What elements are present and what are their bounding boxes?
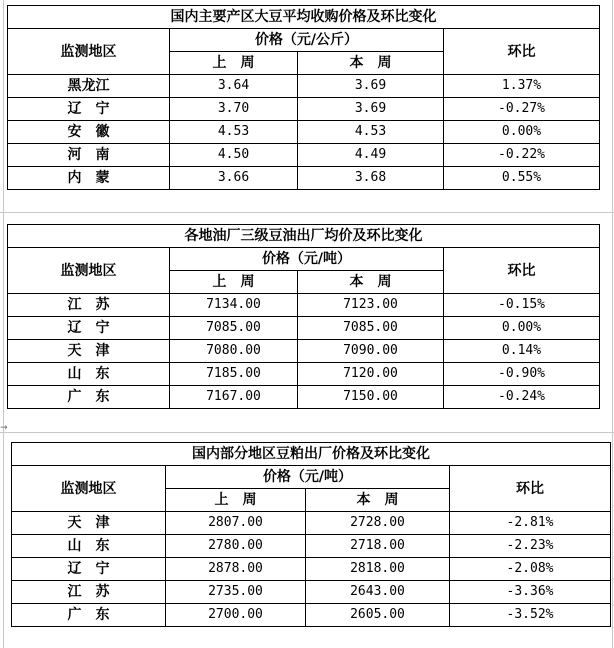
table-row xyxy=(8,121,600,144)
table-row xyxy=(8,386,600,409)
change-cell: 0.55% xyxy=(444,167,600,190)
region-cell: 天 津 xyxy=(8,340,170,363)
region-cell: 河 南 xyxy=(8,144,170,167)
last-week-cell: 2780.00 xyxy=(166,535,306,558)
region-cell: 辽 宁 xyxy=(12,558,166,581)
region-header: 监测地区 xyxy=(8,248,170,294)
last-week-cell: 3.64 xyxy=(170,75,298,98)
change-cell: -2.23% xyxy=(450,535,611,558)
soybean-price-table xyxy=(7,5,600,190)
table-row xyxy=(8,167,600,190)
this-week-cell: 7120.00 xyxy=(298,363,444,386)
this-week-cell: 2643.00 xyxy=(306,581,450,604)
page-gridline xyxy=(612,0,613,648)
change-cell: 0.00% xyxy=(444,317,600,340)
region-header: 监测地区 xyxy=(12,466,166,512)
region-cell: 内 蒙 xyxy=(8,167,170,190)
table-row xyxy=(8,75,600,98)
change-cell: -3.36% xyxy=(450,581,611,604)
last-week-cell: 7185.00 xyxy=(170,363,298,386)
table-row xyxy=(8,363,600,386)
last-week-header: 上 周 xyxy=(166,489,306,512)
change-cell: -3.52% xyxy=(450,604,611,627)
this-week-header: 本 周 xyxy=(306,489,450,512)
region-cell: 江 苏 xyxy=(12,581,166,604)
arrow-right-icon: → xyxy=(0,423,8,433)
this-week-cell: 7150.00 xyxy=(298,386,444,409)
table-row xyxy=(8,98,600,121)
region-cell: 辽 宁 xyxy=(8,98,170,121)
this-week-header: 本 周 xyxy=(298,271,444,294)
this-week-cell: 7123.00 xyxy=(298,294,444,317)
soybean-oil-price-table xyxy=(7,224,600,409)
region-cell: 广 东 xyxy=(12,604,166,627)
table-row xyxy=(8,144,600,167)
page-gridline xyxy=(0,432,614,433)
last-week-cell: 3.66 xyxy=(170,167,298,190)
region-cell: 辽 宁 xyxy=(8,317,170,340)
change-cell: -0.22% xyxy=(444,144,600,167)
region-cell: 天 津 xyxy=(12,512,166,535)
table-title: 国内部分地区豆粕出厂价格及环比变化 xyxy=(12,443,611,466)
price-header: 价格（元/吨） xyxy=(170,248,444,271)
region-cell: 江 苏 xyxy=(8,294,170,317)
this-week-cell: 7085.00 xyxy=(298,317,444,340)
region-cell: 广 东 xyxy=(8,386,170,409)
this-week-cell: 4.53 xyxy=(298,121,444,144)
price-header: 价格（元/公斤） xyxy=(170,29,444,52)
table-title: 国内主要产区大豆平均收购价格及环比变化 xyxy=(8,6,600,29)
change-cell: -0.15% xyxy=(444,294,600,317)
change-cell: -2.81% xyxy=(450,512,611,535)
last-week-cell: 2735.00 xyxy=(166,581,306,604)
region-cell: 黑龙江 xyxy=(8,75,170,98)
last-week-cell: 7085.00 xyxy=(170,317,298,340)
this-week-cell: 2818.00 xyxy=(306,558,450,581)
change-header: 环比 xyxy=(444,248,600,294)
change-cell: -2.08% xyxy=(450,558,611,581)
this-week-header: 本 周 xyxy=(298,52,444,75)
this-week-cell: 2728.00 xyxy=(306,512,450,535)
region-header: 监测地区 xyxy=(8,29,170,75)
change-header: 环比 xyxy=(444,29,600,75)
table-row xyxy=(8,317,600,340)
this-week-cell: 3.68 xyxy=(298,167,444,190)
table-row xyxy=(12,558,611,581)
change-cell: 0.00% xyxy=(444,121,600,144)
this-week-cell: 3.69 xyxy=(298,98,444,121)
region-cell: 安 徽 xyxy=(8,121,170,144)
table-row xyxy=(12,512,611,535)
change-cell: -0.24% xyxy=(444,386,600,409)
table-row xyxy=(12,535,611,558)
change-cell: -0.90% xyxy=(444,363,600,386)
this-week-cell: 3.69 xyxy=(298,75,444,98)
page-gridline xyxy=(0,212,614,213)
soybean-meal-price-table xyxy=(11,442,611,627)
last-week-cell: 2807.00 xyxy=(166,512,306,535)
last-week-cell: 4.53 xyxy=(170,121,298,144)
price-header: 价格（元/吨） xyxy=(166,466,450,489)
table-row xyxy=(12,604,611,627)
change-cell: -0.27% xyxy=(444,98,600,121)
table-row xyxy=(8,294,600,317)
this-week-cell: 2718.00 xyxy=(306,535,450,558)
change-cell: 1.37% xyxy=(444,75,600,98)
page-gridline xyxy=(3,0,4,648)
last-week-cell: 4.50 xyxy=(170,144,298,167)
last-week-cell: 2700.00 xyxy=(166,604,306,627)
region-cell: 山 东 xyxy=(8,363,170,386)
last-week-cell: 2878.00 xyxy=(166,558,306,581)
region-cell: 山 东 xyxy=(12,535,166,558)
last-week-header: 上 周 xyxy=(170,271,298,294)
this-week-cell: 2605.00 xyxy=(306,604,450,627)
change-header: 环比 xyxy=(450,466,611,512)
change-cell: 0.14% xyxy=(444,340,600,363)
table-row xyxy=(12,581,611,604)
last-week-cell: 7134.00 xyxy=(170,294,298,317)
last-week-cell: 3.70 xyxy=(170,98,298,121)
this-week-cell: 4.49 xyxy=(298,144,444,167)
table-title: 各地油厂三级豆油出厂均价及环比变化 xyxy=(8,225,600,248)
last-week-cell: 7167.00 xyxy=(170,386,298,409)
last-week-cell: 7080.00 xyxy=(170,340,298,363)
this-week-cell: 7090.00 xyxy=(298,340,444,363)
table-row xyxy=(8,340,600,363)
last-week-header: 上 周 xyxy=(170,52,298,75)
